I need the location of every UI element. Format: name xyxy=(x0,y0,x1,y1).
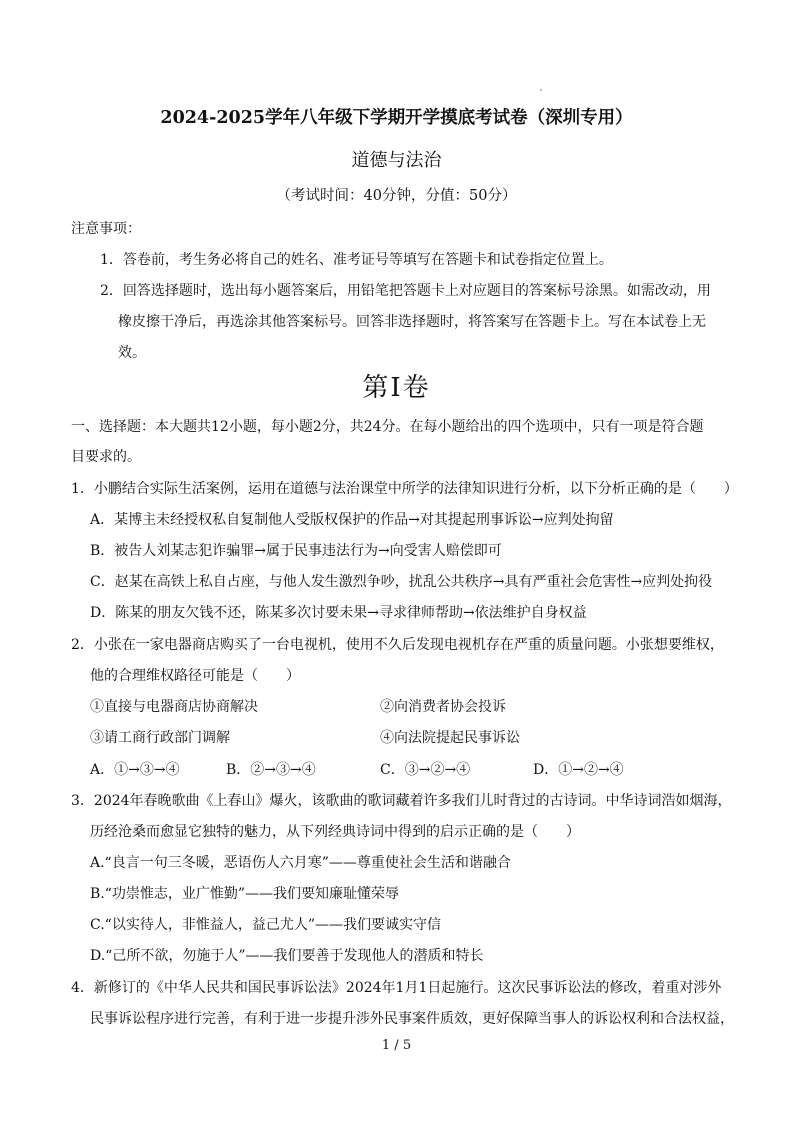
question-3-option-c: C.“以实待人，非惟益人，益己尤人”——我们要诚实守信 xyxy=(90,917,441,933)
question-2-statement-3: ③请工商行政部门调解 xyxy=(90,730,230,746)
notice-item-2-line-3: 效。 xyxy=(118,345,146,361)
question-3-stem-line-1: 3．2024年春晚歌曲《上春山》爆火，该歌曲的歌词藏着许多我们儿时背过的古诗词。中华诗词浩如烟海， xyxy=(71,793,732,809)
notice-item-2-line-2: 橡皮擦干净后，再选涂其他答案标号。回答非选择题时，将答案写在答题卡上。写在本试卷上无 xyxy=(118,314,706,330)
question-2-option-a: A．①→③→④ xyxy=(90,762,180,778)
question-3-option-b: B.“功崇惟志，业广惟勤”——我们要知廉耻懂荣辱 xyxy=(90,886,400,902)
exam-info: （考试时间：40分钟，分值：50分） xyxy=(276,188,517,204)
section-intro-line-2: 目要求的。 xyxy=(71,449,141,465)
question-2-stem-line-2: 他的合理维权路径可能是（ ） xyxy=(90,668,300,684)
page-number: 1 / 5 xyxy=(381,1038,412,1053)
notice-item-1: 1．答卷前，考生务必将自己的姓名、准考证号等填写在答题卡和试卷指定位置上。 xyxy=(100,252,613,268)
question-4-stem-line-1: 4．新修订的《中华人民共和国民事诉讼法》2024年1月1日起施行。这次民事诉讼法的修改，着重对涉外 xyxy=(71,980,722,996)
exam-title: 2024-2025学年八年级下学期开学摸底考试卷（深圳专用） xyxy=(160,108,633,128)
question-2-statement-1: ①直接与电器商店协商解决 xyxy=(90,699,258,715)
question-3-stem-line-2: 历经沧桑而愈显它独特的魅力，从下列经典诗词中得到的启示正确的是（ ） xyxy=(90,824,580,840)
part-title: 第Ⅰ卷 xyxy=(362,373,431,403)
notice-item-2-line-1: 2．回答选择题时，选出每小题答案后，用铅笔把答题卡上对应题目的答案标号涂黑。如需改动，用 xyxy=(100,283,711,299)
question-2-statement-2: ②向消费者协会投诉 xyxy=(380,699,506,715)
notice-label: 注意事项： xyxy=(71,221,141,237)
section-intro-line-1: 一、选择题：本大题共12小题，每小题2分，共24分。在每小题给出的四个选项中，只有一项是符合题 xyxy=(71,419,704,435)
question-1-option-d: D．陈某的朋友欠钱不还，陈某多次讨要未果→寻求律师帮助→依法维护自身权益 xyxy=(90,605,587,621)
question-4-stem-line-2: 民事诉讼程序进行完善，有利于进一步提升涉外民事案件质效，更好保障当事人的诉讼权利和合法权益， xyxy=(90,1011,734,1027)
question-3-option-a: A.“良言一句三冬暖，恶语伤人六月寒”——尊重使社会生活和谐融合 xyxy=(90,855,511,871)
subject-title: 道德与法治 xyxy=(351,150,442,171)
question-2-statement-4: ④向法院提起民事诉讼 xyxy=(380,730,520,746)
question-1-option-b: B．被告人刘某志犯诈骗罪→属于民事违法行为→向受害人赔偿即可 xyxy=(90,543,502,559)
question-1-option-c: C．赵某在高铁上私自占座，与他人发生激烈争吵，扰乱公共秩序→具有严重社会危害性→应判处拘役 xyxy=(90,574,713,590)
question-2-option-d: D．①→②→④ xyxy=(533,762,624,778)
question-1-option-a: A．某博主未经授权私自复制他人受版权保护的作品→对其提起刑事诉讼→应判处拘留 xyxy=(90,512,614,528)
question-1-stem: 1．小鹏结合实际生活案例，运用在道德与法治课堂中所学的法律知识进行分析，以下分析正确的是（ ） xyxy=(71,481,738,497)
scan-dot xyxy=(540,89,542,91)
question-2-option-c: C．③→②→④ xyxy=(380,762,471,778)
question-2-stem-line-1: 2．小张在一家电器商店购买了一台电视机，使用不久后发现电视机存在严重的质量问题。小张想要维权， xyxy=(71,637,724,653)
question-3-option-d: D.“己所不欲，勿施于人”——我们要善于发现他人的潜质和特长 xyxy=(90,948,484,964)
question-2-option-b: B．②→③→④ xyxy=(226,762,316,778)
